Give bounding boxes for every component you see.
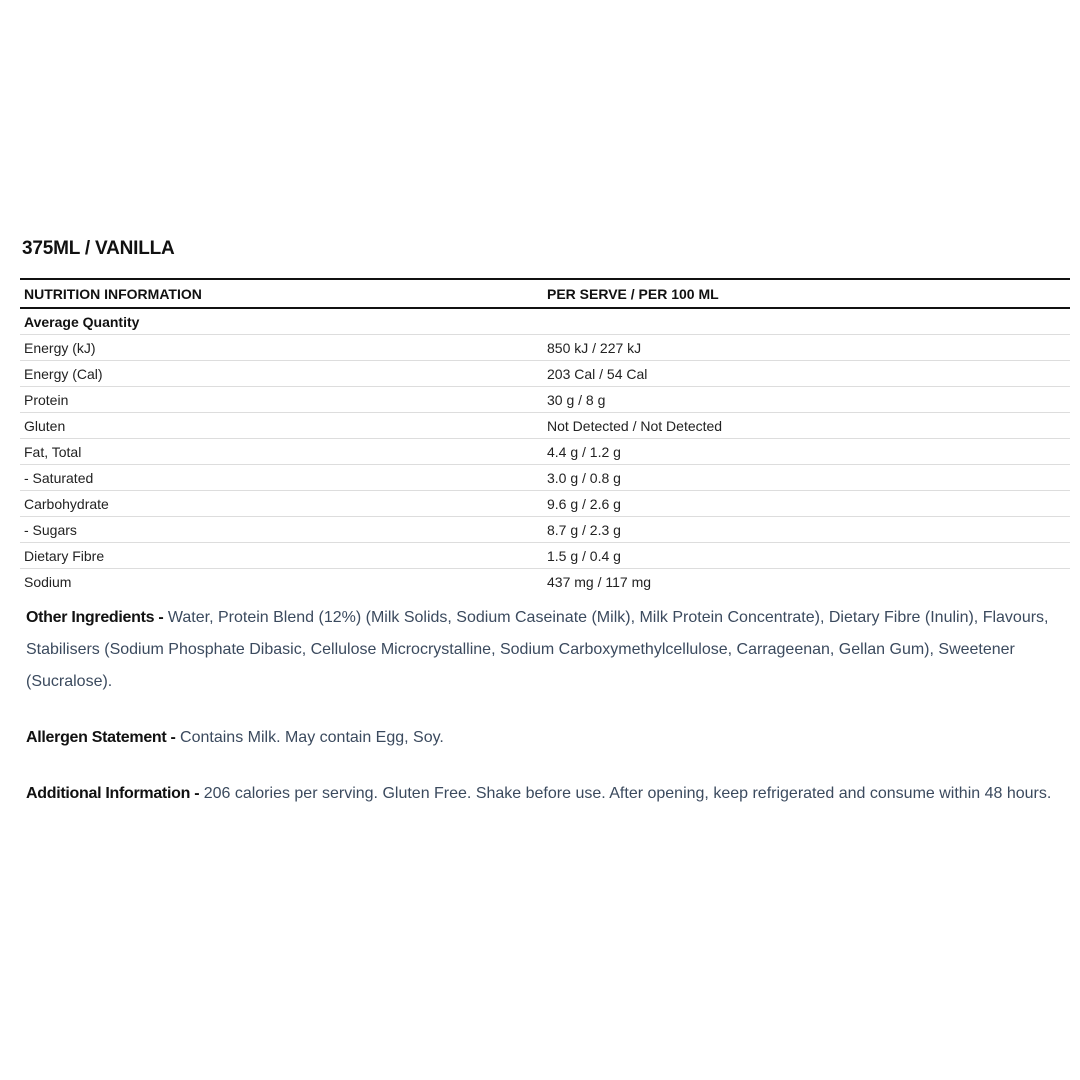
nutrient-name: Sodium: [24, 573, 72, 590]
product-info: [20, 602, 1070, 810]
nutrition-row: [20, 491, 1070, 517]
nutrition-table: [20, 278, 1070, 594]
additional-information-text: 206 calories per serving. Gluten Free. Shake before use. After opening, keep refrigerated and consume within 48 hours.: [203, 785, 1052, 802]
allergen-statement-text: Contains Milk. May contain Egg, Soy.: [180, 729, 444, 746]
nutrition-row: [20, 439, 1070, 465]
nutrient-name: - Saturated: [20, 465, 543, 491]
nutrient-value: 850 kJ / 227 kJ: [543, 335, 1070, 361]
nutrition-row: [20, 517, 1070, 543]
additional-information-label: Additional Information -: [26, 785, 200, 802]
nutrition-header-row: [20, 279, 1070, 308]
nutrient-name: Dietary Fibre: [20, 543, 543, 569]
nutrient-name: Gluten: [20, 413, 543, 439]
nutrient-value: 9.6 g / 2.6 g: [543, 491, 1070, 517]
average-quantity-row: [20, 308, 1070, 335]
nutrient-value: Not Detected / Not Detected: [543, 413, 1070, 439]
nutrition-row: [20, 335, 1070, 361]
nutrient-value: 4.4 g / 1.2 g: [543, 439, 1070, 465]
nutrition-header-right: PER SERVE / PER 100 ML: [543, 279, 1070, 308]
nutrition-panel: [20, 238, 1070, 834]
nutrient-name: - Sugars: [20, 517, 543, 543]
nutrition-header-left: NUTRITION INFORMATION: [20, 279, 543, 308]
nutrient-value: 3.0 g / 0.8 g: [543, 465, 1070, 491]
average-quantity-label: Average Quantity: [20, 308, 543, 335]
other-ingredients-label: Other Ingredients -: [26, 609, 164, 626]
allergen-statement-label: Allergen Statement -: [26, 729, 176, 746]
nutrient-name: Protein: [20, 387, 543, 413]
other-ingredients-text: Water, Protein Blend (12%) (Milk Solids, Sodium Caseinate (Milk), Milk Protein Concentrate), Dietary Fibre (Inulin), Flavours, Stabilisers (Sodium Phosphate Dibasic, Cellulose Microcrystalline, Sodium Carboxymethylcellulose, Carrageenan, Gellan Gum), Sweetener (Sucralose).: [26, 609, 1049, 690]
nutrition-row: [20, 387, 1070, 413]
nutrition-row: [20, 465, 1070, 491]
other-ingredients: [26, 602, 1070, 698]
nutrient-value: 8.7 g / 2.3 g: [543, 517, 1070, 543]
product-title: 375ML / VANILLA: [22, 238, 175, 259]
nutrient-value: 1.5 g / 0.4 g: [543, 543, 1070, 569]
nutrient-value: 30 g / 8 g: [543, 387, 1070, 413]
nutrient-value: 437 mg / 117 mg: [547, 573, 652, 590]
allergen-statement: [26, 722, 1070, 754]
nutrition-row: [20, 413, 1070, 439]
additional-information: [26, 778, 1070, 810]
nutrition-row: [20, 543, 1070, 569]
nutrient-name: Carbohydrate: [20, 491, 543, 517]
nutrition-row: [20, 361, 1070, 387]
nutrition-row: [20, 569, 1070, 595]
nutrient-name: Energy (Cal): [20, 361, 543, 387]
nutrient-value: 203 Cal / 54 Cal: [543, 361, 1070, 387]
nutrient-name: Fat, Total: [20, 439, 543, 465]
nutrient-name: Energy (kJ): [20, 335, 543, 361]
